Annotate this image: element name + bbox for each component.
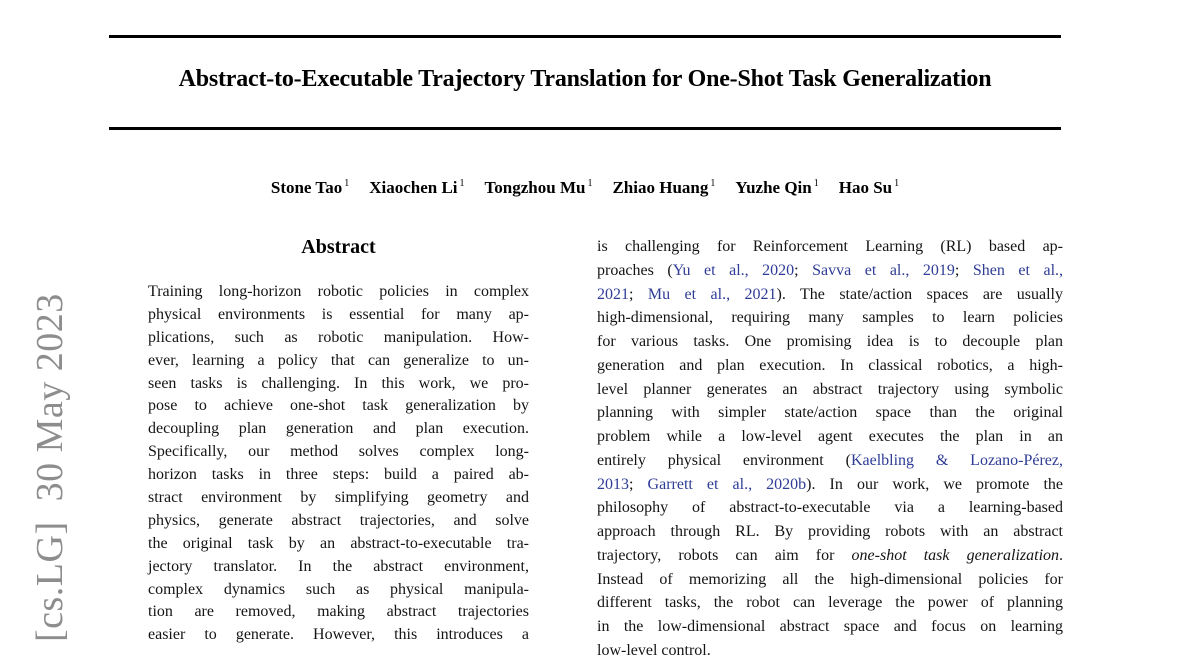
text-line: easier to generate. However, this introduces a: [148, 626, 529, 644]
author-line: [109, 173, 1061, 199]
author-name: Tongzhou Mu $^1$: [484, 177, 593, 197]
affiliation-superscript: 1: [344, 178, 350, 189]
affiliation-superscript: 1: [459, 178, 465, 189]
text-span: ). The state/action spaces are usually: [776, 285, 1063, 303]
citation-link[interactable]: 2013: [597, 475, 629, 493]
abstract-heading: Abstract: [301, 236, 376, 258]
text-line: in the low-dimensional abstract space and focus on learning: [597, 618, 1063, 635]
text-line: Training long-horizon robotic policies in complex: [148, 283, 529, 300]
citation-link[interactable]: Kaelbling & Lozano-Pérez,: [850, 451, 1064, 469]
text-line: stract environment by simplifying geometry and: [148, 489, 529, 507]
paper-title: Abstract-to-Executable Trajectory Translation for One-Shot Task Generalization: [178, 66, 992, 92]
emphasis-text: one-shot task generalization: [851, 546, 1060, 564]
text-line: [597, 449, 1063, 473]
text-line: philosophy of abstract-to-executable via a learning-based: [597, 499, 1063, 517]
text-line: [597, 473, 1063, 497]
text-span: ;: [954, 261, 973, 279]
text-span: ). In our work, we promote the: [806, 475, 1063, 493]
affiliation-superscript: 1: [813, 178, 819, 189]
text-line: generation and plan execution. In classical robotics, a high-: [597, 356, 1063, 374]
text-line: for various tasks. One promising idea is to decouple plan: [597, 333, 1063, 350]
text-span: trajectory, robots can aim for: [597, 546, 852, 564]
title-rule-bottom: [109, 127, 1061, 130]
text-span: ;: [629, 285, 648, 303]
text-line: [597, 544, 1063, 568]
citation-link[interactable]: Garrett et al., 2020b: [647, 475, 807, 493]
text-line: pose to achieve one-shot task generalization by: [148, 397, 529, 415]
affiliation-superscript: 1: [710, 178, 716, 189]
author-name: Hao Su $^1$: [838, 177, 900, 197]
text-line: problem while a low-level agent executes the plan in an: [597, 428, 1063, 445]
author-name: Zhiao Huang $^1$: [612, 177, 716, 197]
text-line: level planner generates an abstract trajectory using symbolic: [597, 380, 1063, 398]
citation-link[interactable]: Savva et al., 2019: [812, 261, 955, 279]
text-line: seen tasks is challenging. In this work, we pro-: [148, 374, 529, 392]
text-line: decoupling plan generation and plan execution.: [148, 420, 529, 438]
text-line: high-dimensional, requiring many samples to learn policies: [597, 309, 1063, 327]
introduction-text-column: [597, 235, 1063, 663]
text-line: horizon tasks in three steps: build a paired ab-: [148, 466, 529, 484]
text-line: the original task by an abstract-to-executable tra-: [148, 534, 529, 552]
author-name: Stone Tao $^1$: [270, 177, 350, 197]
text-line: low-level control.: [597, 641, 711, 659]
text-line: Instead of memorizing all the high-dimensional policies for: [597, 570, 1063, 588]
text-line: is challenging for Reinforcement Learning (RL) based ap-: [597, 238, 1063, 255]
text-line: [597, 259, 1063, 283]
text-span: ;: [794, 261, 813, 279]
text-line: physics, generate abstract trajectories, and solve: [148, 511, 529, 529]
affiliation-superscript: 1: [587, 178, 593, 189]
citation-link[interactable]: Yu et al., 2020: [672, 261, 795, 279]
text-span: entirely physical environment (: [597, 451, 851, 469]
text-span: ;: [629, 475, 648, 493]
text-line: plications, such as robotic manipulation. How-: [148, 328, 529, 346]
text-line: tion are removed, making abstract trajectories: [148, 603, 529, 621]
text-span: proaches (: [597, 261, 673, 279]
citation-link[interactable]: Shen et al.,: [972, 261, 1064, 279]
citation-link[interactable]: Mu et al., 2021: [647, 285, 777, 303]
affiliation-superscript: 1: [894, 178, 900, 189]
abstract-text-column: [148, 281, 529, 647]
title-rule-top: [109, 35, 1061, 38]
text-line: ever, learning a policy that can generalize to un-: [148, 351, 529, 369]
text-line: approach through RL. By providing robots with an abstract: [597, 523, 1063, 540]
text-line: Specifically, our method solves complex long-: [148, 443, 529, 461]
text-line: planning with simpler state/action space than the original: [597, 404, 1063, 422]
arxiv-watermark: [cs.LG] 30 May 2023: [29, 293, 71, 642]
text-line: different tasks, the robot can leverage the power of planning: [597, 594, 1063, 612]
author-name: Xiaochen Li $^1$: [369, 177, 465, 197]
text-line: physical environments is essential for many ap-: [148, 305, 529, 323]
text-line: jectory translator. In the abstract environment,: [148, 557, 529, 575]
citation-link[interactable]: 2021: [597, 285, 629, 303]
text-line: complex dynamics such as physical manipula-: [148, 580, 529, 598]
text-span: .: [1059, 546, 1064, 564]
author-name: Yuzhe Qin $^1$: [735, 177, 819, 197]
text-line: [597, 283, 1063, 307]
